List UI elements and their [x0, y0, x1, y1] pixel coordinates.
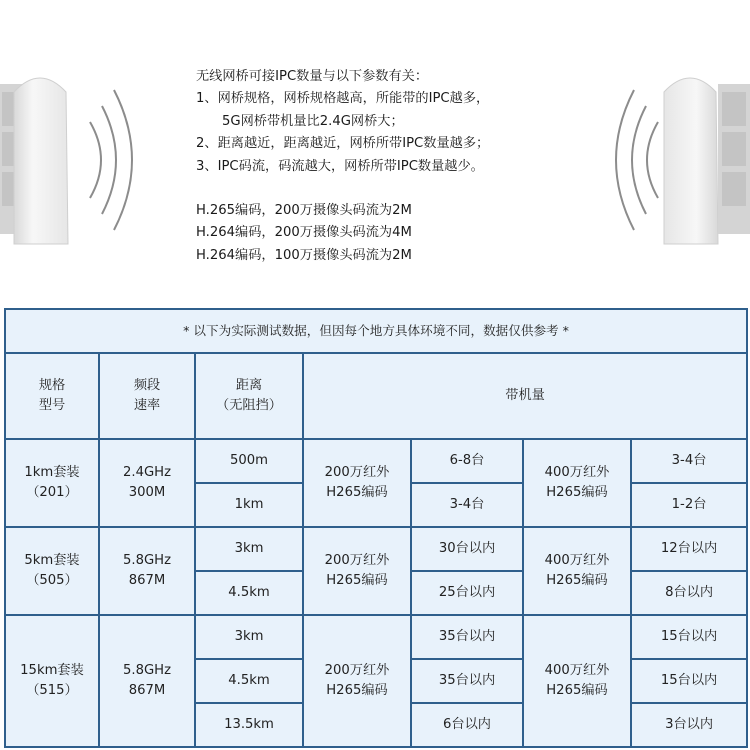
distance-cell: 3km	[195, 615, 303, 659]
distance-cell: 500m	[195, 439, 303, 483]
intro-point-1-continued: 5G网桥带机量比2.4G网桥大；	[222, 113, 404, 129]
distance-cell: 1km	[195, 483, 303, 527]
intro-point-2: 2、距离越近，距离越近，网桥所带IPC数量越多；	[196, 136, 490, 152]
capacity-cell: 6台以内	[411, 703, 523, 747]
table-row	[5, 527, 747, 571]
camera-type-cell: 400万红外 H265编码	[523, 439, 631, 527]
header-band: 频段 速率	[99, 353, 195, 439]
bitrate-note-2: H.264编码，200万摄像头码流为4M	[196, 225, 412, 241]
model-cell: 15km套装 （515）	[5, 615, 99, 747]
capacity-cell: 3-4台	[631, 439, 747, 483]
capacity-cell: 8台以内	[631, 571, 747, 615]
capacity-cell: 35台以内	[411, 659, 523, 703]
capacity-table-container	[4, 308, 746, 748]
header-illustration	[0, 0, 750, 300]
capacity-cell: 3台以内	[631, 703, 747, 747]
intro-title: 无线网桥可接IPC数量与以下参数有关：	[196, 69, 429, 84]
header-spec: 规格 型号	[5, 353, 99, 439]
band-rate-cell: 5.8GHz 867M	[99, 615, 195, 747]
distance-cell: 4.5km	[195, 659, 303, 703]
band-rate-cell: 5.8GHz 867M	[99, 527, 195, 615]
capacity-cell: 6-8台	[411, 439, 523, 483]
model-cell: 5km套装 （505）	[5, 527, 99, 615]
bitrate-note-1: H.265编码，200万摄像头码流为2M	[196, 203, 412, 219]
camera-type-cell: 400万红外 H265编码	[523, 527, 631, 615]
table-row	[5, 615, 747, 659]
header-capacity: 带机量	[303, 353, 747, 439]
notice-row	[5, 309, 747, 353]
intro-point-3: 3、IPC码流，码流越大，网桥所带IPC数量越少。	[196, 158, 484, 174]
camera-type-cell: 200万红外 H265编码	[303, 615, 411, 747]
capacity-cell: 15台以内	[631, 659, 747, 703]
capacity-table	[4, 308, 748, 748]
left-bridge-device-icon	[0, 62, 150, 252]
distance-cell: 4.5km	[195, 571, 303, 615]
capacity-cell: 12台以内	[631, 527, 747, 571]
table-row	[5, 439, 747, 483]
model-cell: 1km套装 （201）	[5, 439, 99, 527]
table-notice: * 以下为实际测试数据，但因每个地方具体环境不同，数据仅供参考 *	[5, 309, 747, 353]
capacity-cell: 1-2台	[631, 483, 747, 527]
bitrate-note-3: H.264编码，100万摄像头码流为2M	[196, 247, 412, 263]
capacity-cell: 30台以内	[411, 527, 523, 571]
camera-type-cell: 200万红外 H265编码	[303, 527, 411, 615]
distance-cell: 3km	[195, 527, 303, 571]
capacity-cell: 35台以内	[411, 615, 523, 659]
band-rate-cell: 2.4GHz 300M	[99, 439, 195, 527]
camera-type-cell: 400万红外 H265编码	[523, 615, 631, 747]
right-bridge-device-icon	[598, 62, 750, 252]
camera-type-cell: 200万红外 H265编码	[303, 439, 411, 527]
intro-point-1: 1、网桥规格，网桥规格越高，所能带的IPC越多，	[196, 91, 490, 107]
capacity-cell: 25台以内	[411, 571, 523, 615]
header-distance: 距离 （无阻挡）	[195, 353, 303, 439]
capacity-cell: 3-4台	[411, 483, 523, 527]
distance-cell: 13.5km	[195, 703, 303, 747]
capacity-cell: 15台以内	[631, 615, 747, 659]
intro-notes	[196, 66, 596, 267]
header-row	[5, 353, 747, 439]
